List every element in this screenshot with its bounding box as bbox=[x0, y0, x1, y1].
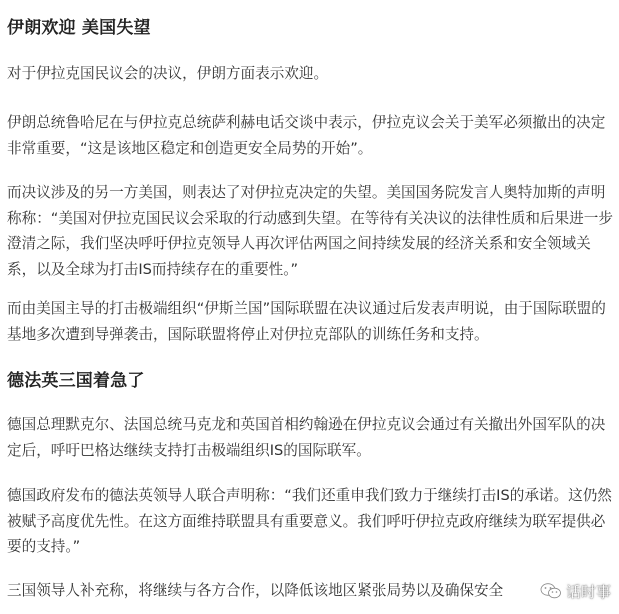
watermark bbox=[540, 580, 611, 602]
watermark-text: 话时事 bbox=[565, 582, 611, 601]
paragraph-us-disappointment: 而决议涉及的另一方美国，则表达了对伊拉克决定的失望。美国国务院发言人奥特加斯的声明称称：“美国对伊拉克国民议会采取的行动感到失望。在等待有关决议的法律性质和后果进一步澄清之际，我们坚决呼吁伊拉克领导人再次评估两国之间持续发展的经济关系和安全领域关系，以及全球为打击IS而持续存在的重要性。” bbox=[7, 184, 613, 278]
paragraph-rouhani-statement: 伊朗总统鲁哈尼在与伊拉克总统萨利赫电话交谈中表示，伊拉克议会关于美军必须撤出的决定非常重要，“这是该地区稳定和创造更安全局势的开始”。 bbox=[7, 114, 606, 157]
paragraph-iran-welcome: 对于伊拉克国民议会的决议，伊朗方面表示欢迎。 bbox=[7, 65, 329, 82]
section-heading-europe: 德法英三国着急了 bbox=[7, 371, 145, 391]
paragraph-joint-statement: 德国政府发布的德法英领导人联合声明称：“我们还重申我们致力于继续打击IS的承诺。这仍然被赋予高度优先性。在这方面维持联盟具有重要意义。我们呼吁伊拉克政府继续为联军提供必要的支持。” bbox=[7, 487, 612, 555]
paragraph-coalition-statement: 而由美国主导的打击极端组织“伊斯兰国”国际联盟在决议通过后发表声明说，由于国际联盟的基地多次遭到导弹袭击，国际联盟将停止对伊拉克部队的训练任务和支持。 bbox=[7, 300, 606, 343]
paragraph-europe-leaders: 德国总理默克尔、法国总统马克龙和英国首相约翰逊在伊拉克议会通过有关撤出外国军队的决定后，呼吁巴格达继续支持打击极端组织IS的国际联军。 bbox=[7, 416, 606, 459]
paragraph-cooperation: 三国领导人补充称，将继续与各方合作，以降低该地区紧张局势以及确保安全 bbox=[7, 582, 504, 599]
wechat-icon bbox=[540, 582, 562, 600]
section-heading-iran-us: 伊朗欢迎 美国失望 bbox=[7, 18, 151, 38]
